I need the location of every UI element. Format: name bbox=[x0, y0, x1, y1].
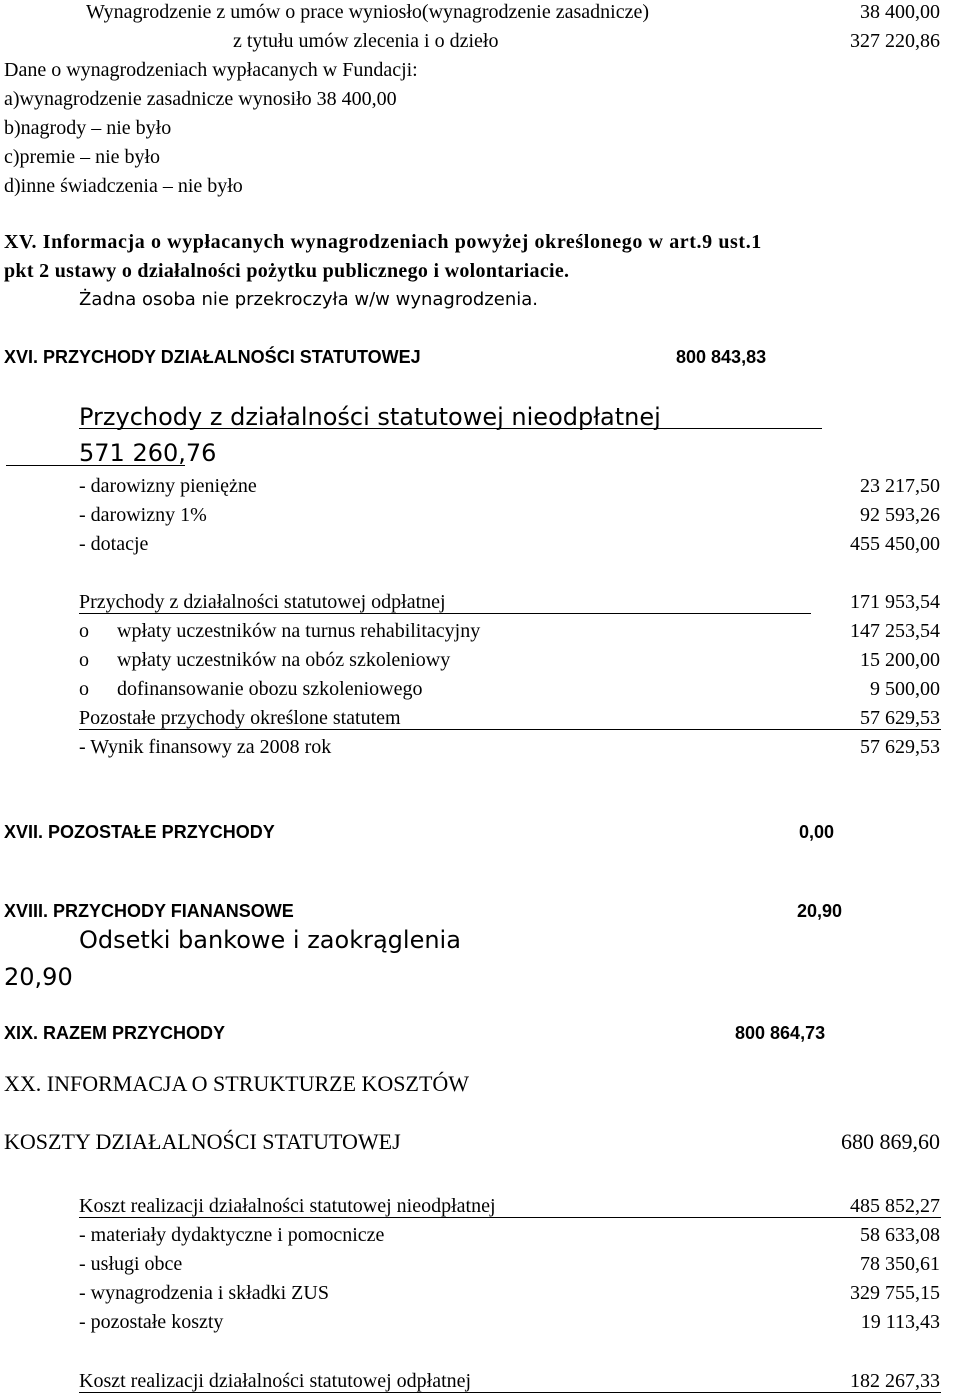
xvi-item-value: 23 217,50 bbox=[860, 475, 940, 497]
xvi-wynik-label: - Wynik finansowy za 2008 rok bbox=[79, 736, 332, 758]
item-d: d)inne świadczenia – nie było bbox=[4, 175, 243, 197]
xx-item-label: - usługi obce bbox=[79, 1253, 183, 1275]
xx-koszty-label: KOSZTY DZIAŁALNOŚCI STATUTOWEJ bbox=[4, 1129, 401, 1154]
xvi-wynik-value: 57 629,53 bbox=[860, 736, 940, 758]
zlecenia-value: 327 220,86 bbox=[850, 30, 940, 52]
xx-item-label: - materiały dydaktyczne i pomocnicze bbox=[79, 1224, 385, 1246]
item-b: b)nagrody – nie było bbox=[4, 117, 172, 139]
xv-note: Żadna osoba nie przekroczyła w/w wynagrodzenia. bbox=[79, 289, 538, 310]
xvi-odplatne-label: Przychody z działalności statutowej odpłatnej bbox=[79, 591, 446, 613]
xvii-value: 0,00 bbox=[799, 822, 835, 842]
xvi-odplatne-value: 171 953,54 bbox=[850, 591, 940, 613]
xx-odplatne-label: Koszt realizacji działalności statutowej odpłatnej bbox=[79, 1370, 472, 1392]
xvi-odplatne-bullet: o bbox=[79, 620, 89, 642]
umowy-value: 38 400,00 bbox=[860, 1, 940, 23]
xviii-sub-value: 20,90 bbox=[4, 963, 73, 991]
xvi-odplatne-underline bbox=[79, 613, 811, 614]
xx-item-label: - pozostałe koszty bbox=[79, 1311, 224, 1333]
xvi-pozostale-label: Pozostałe przychody określone statutem bbox=[79, 707, 401, 729]
xvi-nieodplatne-label: Przychody z działalności statutowej nieodpłatnej bbox=[79, 403, 661, 431]
xx-nieodplatne-underline bbox=[79, 1217, 941, 1218]
xvi-item-label: - darowizny pieniężne bbox=[79, 475, 257, 497]
xvi-title: XVI. PRZYCHODY DZIAŁALNOŚCI STATUTOWEJ bbox=[4, 347, 421, 367]
xvi-nieodplatne-value-underline bbox=[6, 465, 185, 466]
xvi-odplatne-item-label: dofinansowanie obozu szkoleniowego bbox=[117, 678, 423, 700]
xvi-odplatne-item-value: 147 253,54 bbox=[850, 620, 940, 642]
xx-koszty-value: 680 869,60 bbox=[841, 1129, 940, 1154]
xx-item-value: 78 350,61 bbox=[860, 1253, 940, 1275]
xvii-title: XVII. POZOSTAŁE PRZYCHODY bbox=[4, 822, 275, 842]
xviii-title: XVIII. PRZYCHODY FIANANSOWE bbox=[4, 901, 294, 921]
xvi-pozostale-underline bbox=[79, 729, 941, 730]
item-c: c)premie – nie było bbox=[4, 146, 161, 168]
xvi-pozostale-value: 57 629,53 bbox=[860, 707, 940, 729]
xvi-nieodplatne-value: 571 260,76 bbox=[79, 439, 217, 467]
xx-item-label: - wynagrodzenia i składki ZUS bbox=[79, 1282, 329, 1304]
xvi-odplatne-bullet: o bbox=[79, 678, 89, 700]
xvi-item-value: 455 450,00 bbox=[850, 533, 940, 555]
xx-nieodplatne-label: Koszt realizacji działalności statutowej nieodpłatnej bbox=[79, 1195, 496, 1217]
xx-odplatne-underline bbox=[79, 1392, 941, 1393]
xvi-odplatne-item-value: 15 200,00 bbox=[860, 649, 940, 671]
item-a: a)wynagrodzenie zasadnicze wynosiło 38 400,00 bbox=[4, 88, 397, 110]
xx-title: XX. INFORMACJA O STRUKTURZE KOSZTÓW bbox=[4, 1071, 470, 1096]
xvi-odplatne-item-label: wpłaty uczestników na turnus rehabilitacyjny bbox=[117, 620, 481, 642]
xvi-item-value: 92 593,26 bbox=[860, 504, 940, 526]
xvi-item-label: - dotacje bbox=[79, 533, 149, 555]
xvi-odplatne-bullet: o bbox=[79, 649, 89, 671]
xv-heading-line1: XV. Informacja o wypłacanych wynagrodzeniach powyżej określonego w art.9 ust.1 bbox=[4, 231, 762, 253]
xvi-nieodplatne-underline bbox=[79, 428, 822, 429]
xvi-odplatne-item-label: wpłaty uczestników na obóz szkoleniowy bbox=[117, 649, 451, 671]
fundacja-heading: Dane o wynagrodzeniach wypłacanych w Fundacji: bbox=[4, 59, 418, 81]
xx-item-value: 329 755,15 bbox=[850, 1282, 940, 1304]
umowy-label: Wynagrodzenie z umów o prace wyniosło(wynagrodzenie zasadnicze) bbox=[86, 1, 649, 23]
xx-nieodplatne-value: 485 852,27 bbox=[850, 1195, 940, 1217]
xviii-value: 20,90 bbox=[797, 901, 843, 921]
zlecenia-label: z tytułu umów zlecenia i o dzieło bbox=[233, 30, 499, 52]
xviii-sub-label: Odsetki bankowe i zaokrąglenia bbox=[79, 926, 461, 954]
xix-title: XIX. RAZEM PRZYCHODY bbox=[4, 1023, 226, 1043]
xv-heading-line2: pkt 2 ustawy o działalności pożytku publicznego i wolontariacie. bbox=[4, 260, 570, 282]
xvi-odplatne-item-value: 9 500,00 bbox=[870, 678, 940, 700]
xvi-item-label: - darowizny 1% bbox=[79, 504, 207, 526]
xx-item-value: 19 113,43 bbox=[860, 1311, 940, 1333]
xx-odplatne-value: 182 267,33 bbox=[850, 1370, 940, 1392]
xvi-total: 800 843,83 bbox=[676, 347, 767, 367]
xix-value: 800 864,73 bbox=[735, 1023, 826, 1043]
xx-item-value: 58 633,08 bbox=[860, 1224, 940, 1246]
